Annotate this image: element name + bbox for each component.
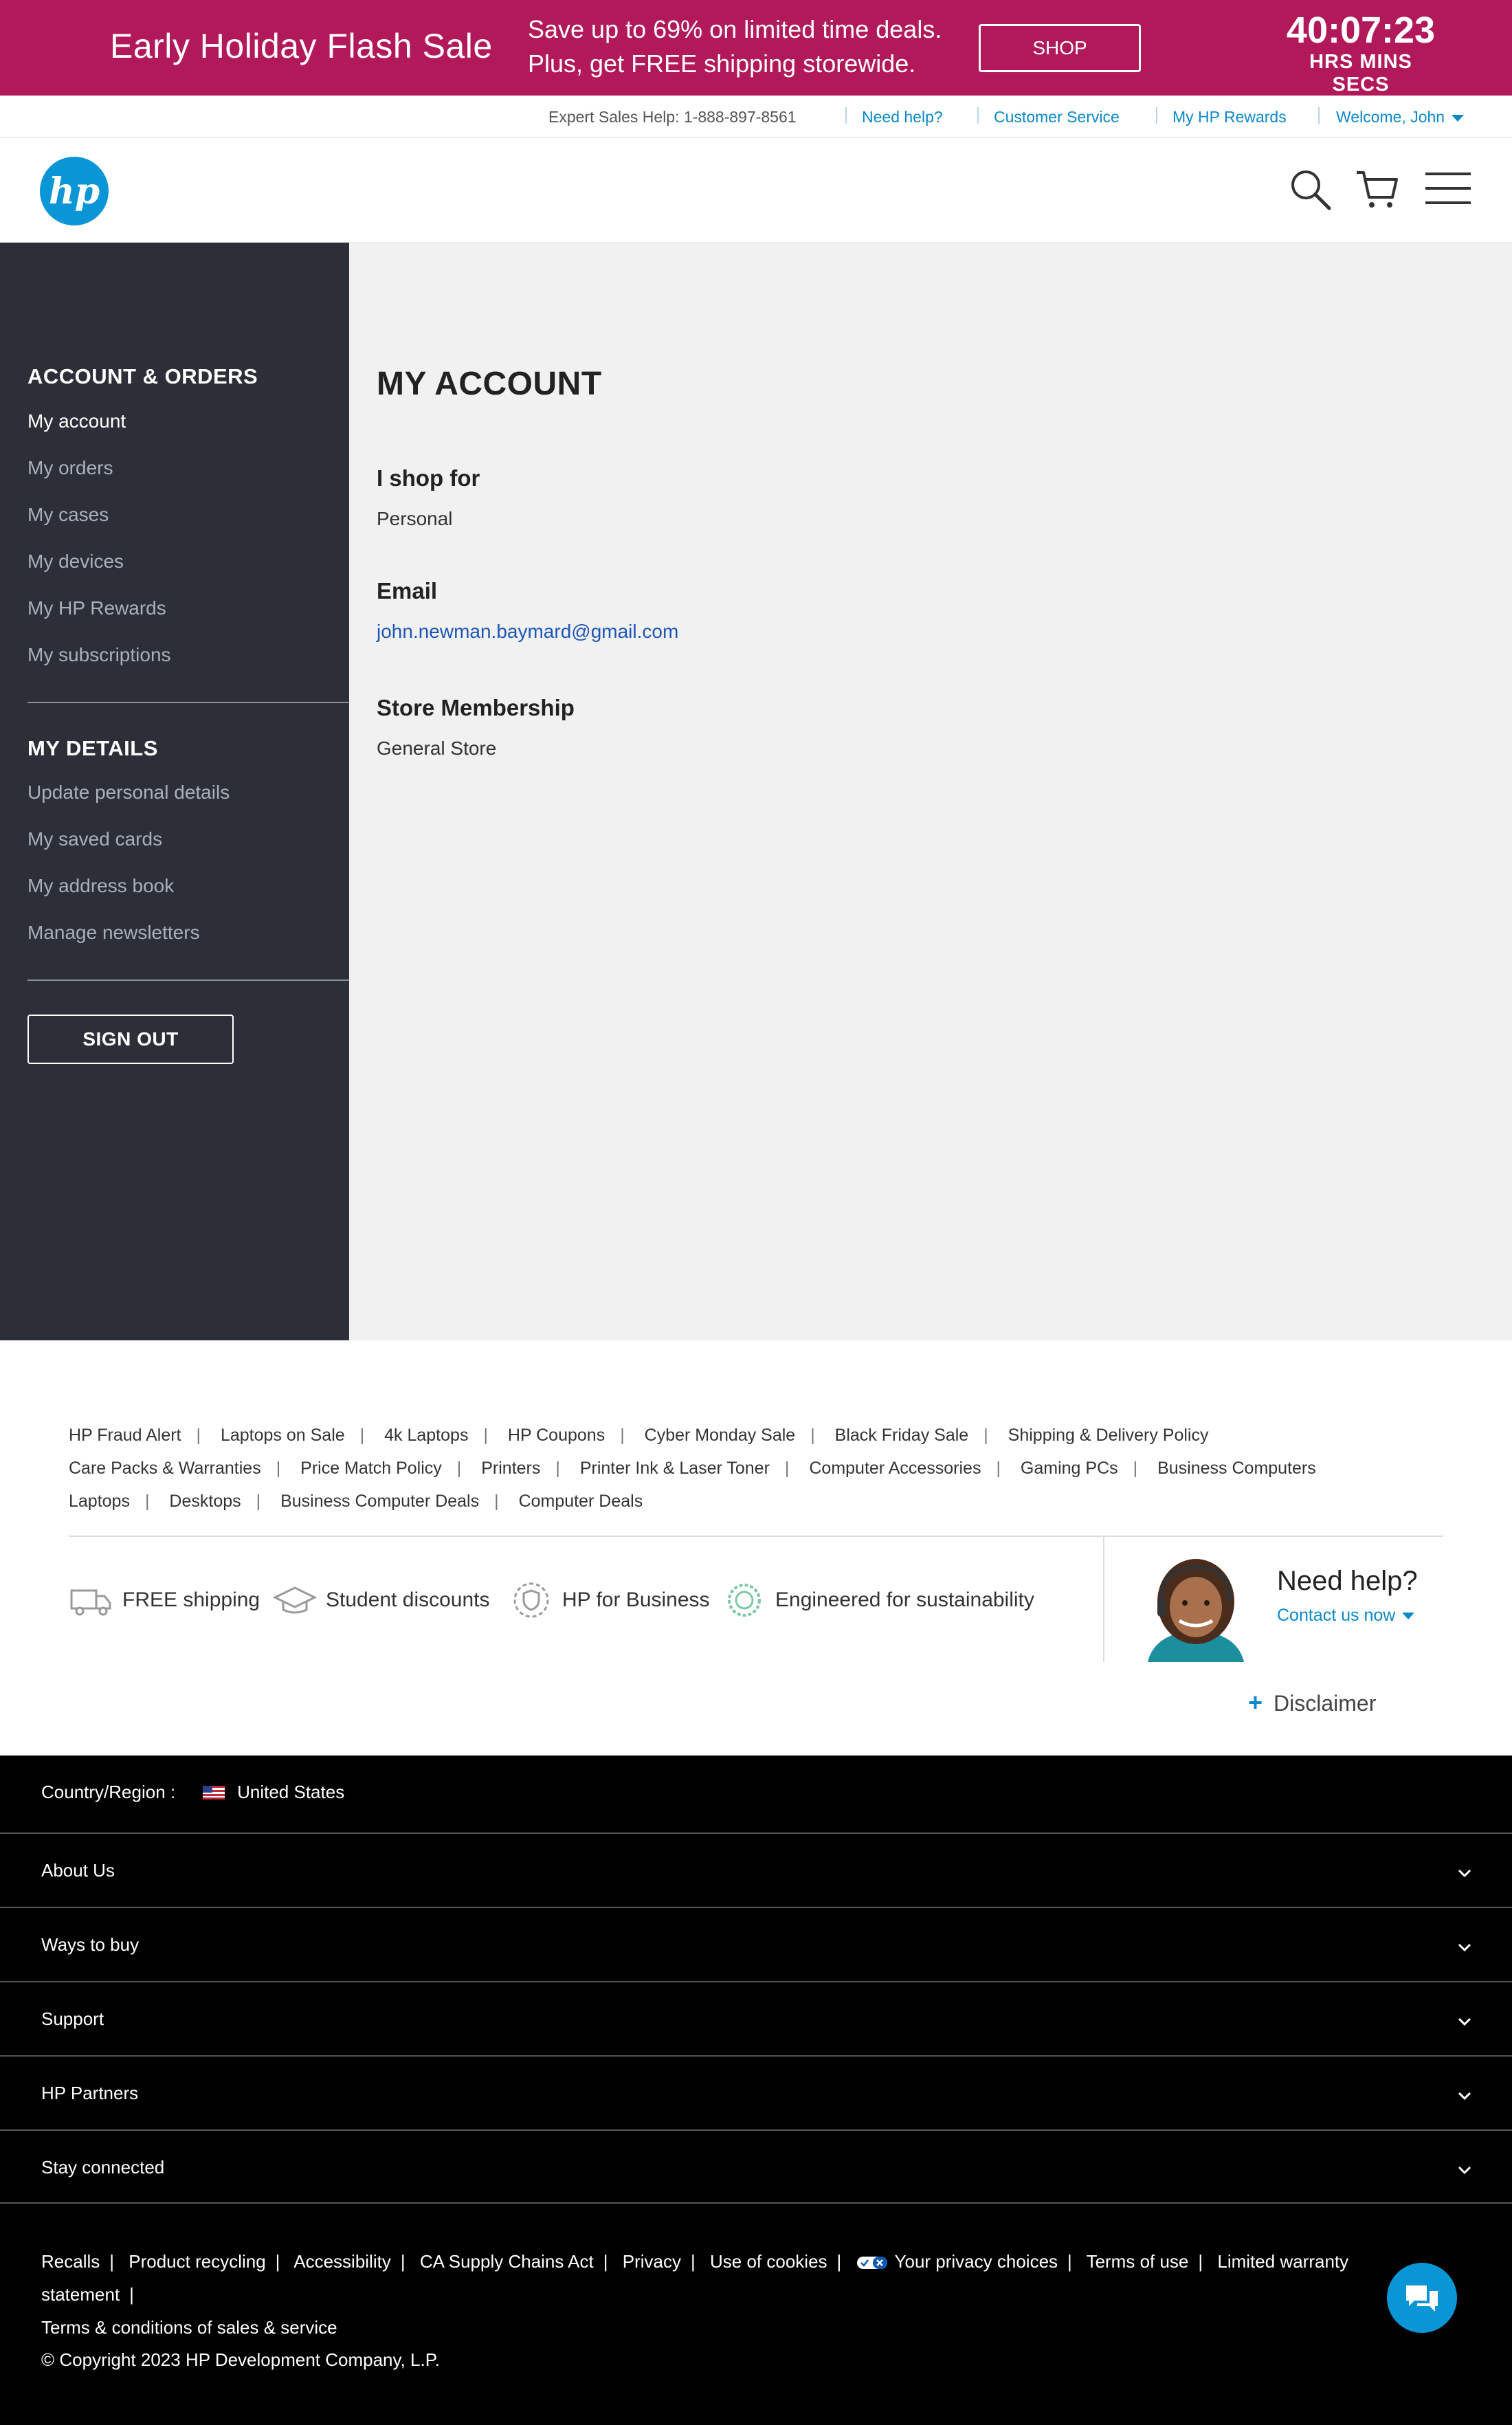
site-header — [0, 138, 1512, 243]
welcome-menu[interactable] — [1336, 108, 1464, 126]
feature-label: Student discounts — [326, 1588, 490, 1611]
accordion-label: Support — [41, 2008, 104, 2029]
feature-label: FREE shipping — [122, 1588, 260, 1611]
footer-link[interactable]: 4k Laptops — [384, 1426, 469, 1445]
footer-link[interactable]: Printers — [481, 1459, 541, 1478]
chevron-down-icon — [1456, 1864, 1474, 1882]
footer-link[interactable]: Desktops — [169, 1492, 241, 1511]
accordion-about-us[interactable] — [0, 1832, 1512, 1907]
membership-value: General Store — [377, 738, 497, 759]
legal-links — [41, 2245, 1388, 2344]
legal-link[interactable]: Your privacy choices — [894, 2251, 1058, 2272]
footer-link[interactable]: Computer Accessories — [809, 1459, 981, 1478]
footer-links — [69, 1419, 1443, 1518]
chevron-down-icon — [1456, 2013, 1474, 2030]
feature-student-discounts[interactable] — [272, 1581, 490, 1619]
footer-link[interactable]: Laptops on Sale — [220, 1426, 345, 1445]
leaf-gear-icon — [722, 1581, 767, 1619]
section-title-account-orders: ACCOUNT & ORDERS — [27, 364, 258, 388]
promo-line-1: Save up to 69% on limited time deals. — [528, 15, 942, 43]
legal-link[interactable]: CA Supply Chains Act — [419, 2251, 594, 2272]
country-value: United States — [237, 1782, 345, 1802]
contact-us-link[interactable] — [1277, 1606, 1414, 1626]
welcome-label: Welcome, John — [1336, 108, 1445, 126]
sidebar-item-my-subscriptions[interactable]: My subscriptions — [27, 644, 171, 665]
sidebar-item-saved-cards[interactable]: My saved cards — [27, 828, 163, 850]
footer-link[interactable]: HP Coupons — [507, 1426, 605, 1445]
contact-us-label: Contact us now — [1277, 1606, 1396, 1625]
footer-link[interactable]: Gaming PCs — [1020, 1459, 1118, 1478]
membership-label: Store Membership — [377, 695, 575, 720]
sidebar-item-my-cases[interactable]: My cases — [27, 504, 109, 525]
section-title-my-details: MY DETAILS — [27, 736, 158, 760]
shop-for-value: Personal — [377, 508, 453, 529]
legal-link[interactable]: Product recycling — [129, 2251, 266, 2272]
divider — [1318, 107, 1320, 124]
sidebar-item-my-hp-rewards[interactable]: My HP Rewards — [27, 597, 166, 619]
footer-link[interactable]: Cyber Monday Sale — [644, 1426, 796, 1445]
legal-link[interactable]: Terms & conditions of sales & service — [41, 2317, 337, 2338]
cart-icon[interactable] — [1355, 168, 1399, 210]
plus-icon: + — [1248, 1688, 1263, 1716]
footer-link[interactable]: Laptops — [69, 1492, 130, 1511]
promo-copy — [528, 12, 942, 81]
sign-out-button[interactable]: SIGN OUT — [27, 1015, 234, 1064]
legal-link[interactable]: Recalls — [41, 2251, 100, 2272]
chevron-down-icon — [1452, 115, 1464, 122]
legal-link[interactable]: Accessibility — [293, 2251, 391, 2272]
page-title: MY ACCOUNT — [377, 366, 602, 402]
country-label: Country/Region : — [41, 1782, 176, 1802]
shield-icon — [509, 1581, 554, 1619]
footer-link[interactable]: Care Packs & Warranties — [69, 1459, 261, 1478]
accordion-label: About Us — [41, 1860, 115, 1881]
need-help-title: Need help? — [1277, 1566, 1418, 1596]
utility-bar — [0, 96, 1512, 138]
chevron-down-icon — [1402, 1613, 1414, 1619]
promo-banner — [0, 0, 1512, 96]
sidebar-item-update-personal-details[interactable]: Update personal details — [27, 782, 230, 803]
account-sidebar — [0, 243, 349, 1340]
divider — [977, 107, 979, 124]
chat-icon — [1403, 2283, 1441, 2313]
sidebar-item-address-book[interactable]: My address book — [27, 875, 175, 896]
accordion-label: Stay connected — [41, 2157, 165, 2178]
chevron-down-icon — [1456, 1938, 1474, 1956]
promo-title: Early Holiday Flash Sale — [110, 27, 493, 65]
us-flag-icon — [203, 1786, 225, 1800]
footer-link[interactable]: Price Match Policy — [300, 1459, 442, 1478]
accordion-support[interactable] — [0, 1981, 1512, 2055]
email-value[interactable]: john.newman.baymard@gmail.com — [377, 621, 679, 642]
copyright: © Copyright 2023 HP Development Company, L.P. — [41, 2349, 440, 2370]
sidebar-item-my-orders[interactable]: My orders — [27, 457, 113, 478]
accordion-stay-connected[interactable] — [0, 2129, 1512, 2204]
footer-link[interactable]: Black Friday Sale — [834, 1426, 969, 1445]
footer-link[interactable]: Printer Ink & Laser Toner — [579, 1459, 770, 1478]
menu-icon[interactable] — [1424, 171, 1472, 206]
timer-value: 40:07:23 — [1286, 10, 1436, 51]
feature-sustainability[interactable] — [722, 1581, 1034, 1619]
disclaimer-toggle[interactable] — [1248, 1688, 1376, 1717]
accordion-label: HP Partners — [41, 2083, 139, 2103]
help-divider — [1103, 1537, 1104, 1662]
sidebar-item-my-account[interactable]: My account — [27, 410, 126, 432]
hp-logo[interactable]: hp — [40, 157, 109, 225]
footer-link[interactable]: Computer Deals — [518, 1492, 643, 1511]
legal-link[interactable]: Privacy — [622, 2251, 681, 2272]
footer-link[interactable]: Business Computers — [1157, 1459, 1316, 1478]
feature-label: Engineered for sustainability — [775, 1588, 1034, 1611]
legal-links-row: Recalls | Product recycling | Accessibility | CA Supply Chains Act | Privacy | Use of cookies | Your privacy choices | Terms of use | Limited warranty statement | — [41, 2251, 1349, 2305]
feature-label: HP for Business — [562, 1588, 710, 1611]
divider — [845, 107, 847, 124]
sidebar-item-manage-newsletters[interactable]: Manage newsletters — [27, 922, 200, 943]
feature-free-shipping[interactable] — [69, 1581, 260, 1619]
truck-icon — [69, 1581, 114, 1619]
feature-hp-for-business[interactable] — [509, 1581, 710, 1619]
footer-links-row-1: HP Fraud Alert | Laptops on Sale | 4k Laptops | HP Coupons | Cyber Monday Sale | Black Friday Sale | Shipping & Delivery Policy — [69, 1426, 1209, 1445]
shop-for-label: I shop for — [377, 465, 480, 491]
legal-link[interactable]: Terms of use — [1086, 2251, 1189, 2272]
support-agent-avatar — [1134, 1553, 1258, 1662]
divider — [1156, 107, 1157, 124]
search-icon[interactable] — [1289, 168, 1332, 211]
countdown-timer — [1285, 10, 1436, 96]
accordion-label: Ways to buy — [41, 1934, 140, 1955]
account-details-panel — [349, 243, 1512, 1340]
shop-button[interactable]: SHOP — [979, 24, 1141, 72]
footer-links-row-3: Laptops | Desktops | Business Computer Deals | Computer Deals — [69, 1492, 643, 1511]
email-label: Email — [377, 578, 438, 604]
accordion-hp-partners[interactable] — [0, 2055, 1512, 2129]
privacy-choices-icon — [856, 2256, 888, 2270]
chevron-down-icon — [1456, 2087, 1474, 2105]
promo-line-2: Plus, get FREE shipping storewide. — [528, 49, 916, 78]
customer-service-link[interactable]: Customer Service — [994, 108, 1120, 126]
need-help-link[interactable]: Need help? — [862, 108, 943, 126]
footer-link[interactable]: HP Fraud Alert — [69, 1426, 181, 1445]
accordion-ways-to-buy[interactable] — [0, 1907, 1512, 1981]
sidebar-divider — [27, 702, 349, 703]
disclaimer-label: Disclaimer — [1274, 1691, 1377, 1716]
site-footer — [0, 1756, 1512, 2425]
footer-link[interactable]: Business Computer Deals — [280, 1492, 480, 1511]
sidebar-divider — [27, 979, 349, 981]
footer-links-row-2: Care Packs & Warranties | Price Match Policy | Printers | Printer Ink & Laser Toner | Computer Accessories | Gaming PCs | Business Computers — [69, 1459, 1316, 1478]
chat-button[interactable] — [1387, 2263, 1457, 2333]
chevron-down-icon — [1456, 2161, 1474, 2179]
timer-units: HRS MINS SECS — [1309, 51, 1412, 96]
legal-link[interactable]: Use of cookies — [710, 2251, 827, 2272]
country-selector[interactable] — [41, 1782, 344, 1803]
hp-rewards-link[interactable]: My HP Rewards — [1172, 108, 1287, 126]
footer-link[interactable]: Shipping & Delivery Policy — [1008, 1426, 1209, 1445]
sales-phone: Expert Sales Help: 1-888-897-8561 — [548, 108, 797, 126]
graduation-cap-icon — [272, 1581, 318, 1619]
footer-divider — [69, 1536, 1443, 1537]
legal-link[interactable]: Limited warranty statement — [41, 2251, 1349, 2305]
sidebar-item-my-devices[interactable]: My devices — [27, 551, 124, 572]
